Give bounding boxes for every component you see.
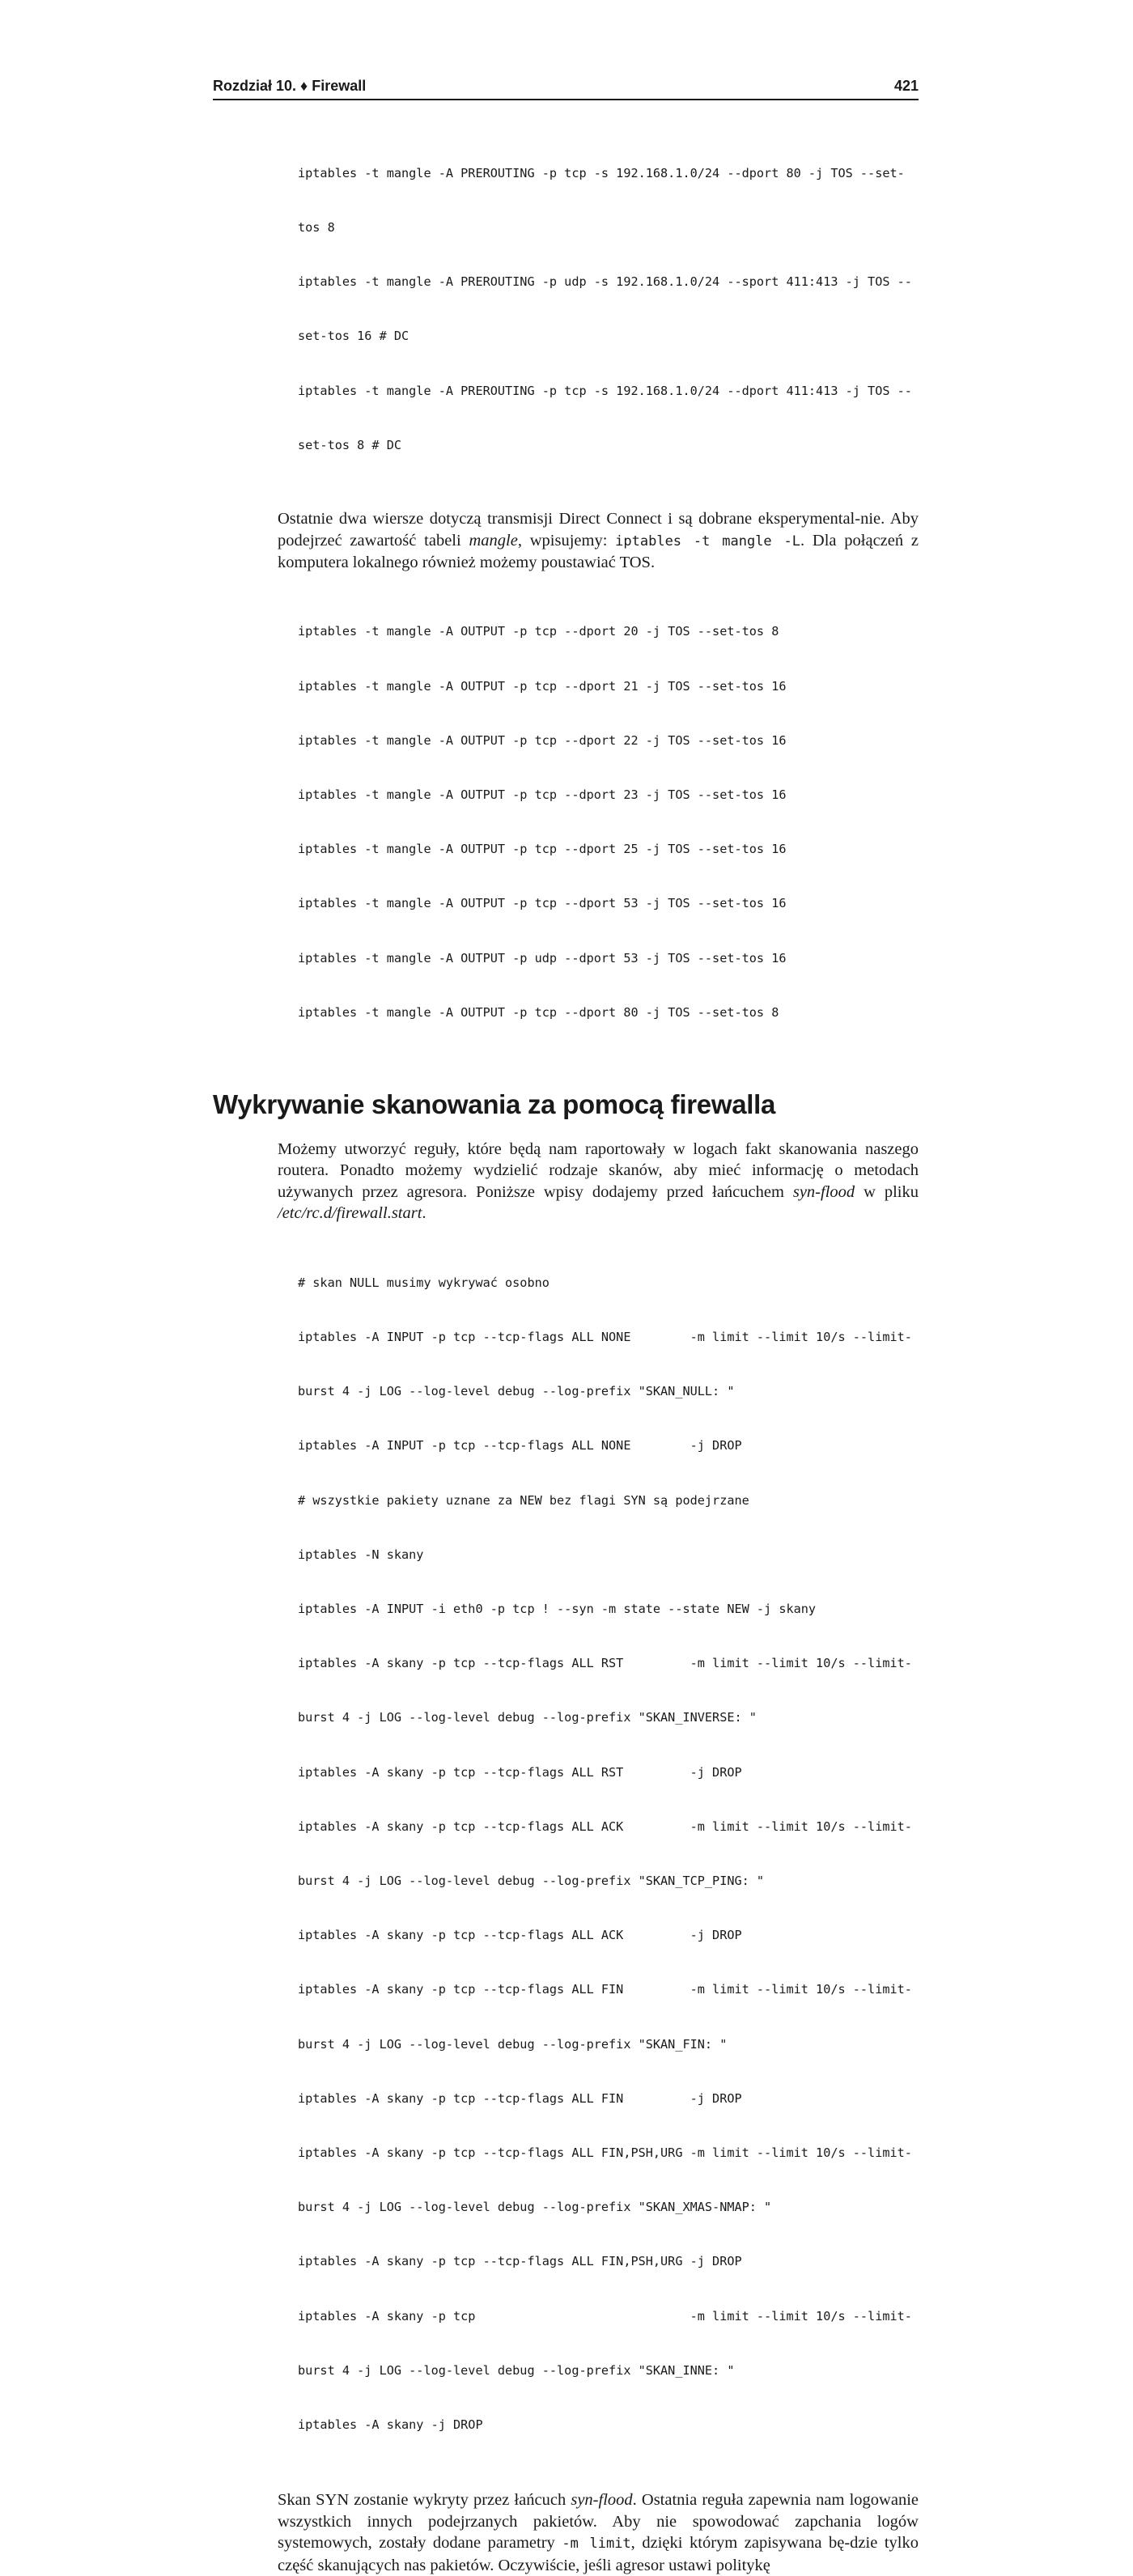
table-name-mangle: mangle [469,531,518,550]
code-line: iptables -A INPUT -i eth0 -p tcp ! --syn -m state --state NEW -j skany [298,1602,817,1616]
running-header [213,78,919,100]
code-line: iptables -A INPUT -p tcp --tcp-flags ALL NONE -m limit --limit 10/s --limit- [298,1329,912,1344]
code-line: iptables -A INPUT -p tcp --tcp-flags ALL NONE -j DROP [298,1438,742,1454]
paragraph-text: , wpisujemy: [517,531,616,550]
code-line: burst 4 -j LOG --log-level debug --log-prefix "SKAN_XMAS-NMAP: " [298,2200,772,2215]
paragraph-text: . [422,1204,426,1223]
code-line: iptables -t mangle -A OUTPUT -p tcp --dport 25 -j TOS --set-tos 16 [298,842,787,857]
inline-command: iptables -t mangle -L [615,533,801,550]
chain-name-syn-flood: syn-flood [571,2491,633,2510]
code-line: iptables -t mangle -A OUTPUT -p tcp --dport 23 -j TOS --set-tos 16 [298,787,787,802]
paragraph-direct-connect [278,508,919,574]
page-number: 421 [893,78,919,94]
code-line: iptables -t mangle -A OUTPUT -p tcp --dport 80 -j TOS --set-tos 8 [298,1004,779,1020]
code-line: burst 4 -j LOG --log-level debug --log-prefix "SKAN_FIN: " [298,2036,728,2052]
code-line: iptables -t mangle -A PREROUTING -p udp -s 192.168.1.0/24 --sport 411:413 -j TOS -- [298,274,912,290]
code-line: burst 4 -j LOG --log-level debug --log-prefix "SKAN_TCP_PING: " [298,1874,765,1889]
paragraph-text: Ostatnie dwa wiersze dotyczą transmisji Direct Connect i są dobrane eksperymental-nie. Aby podejrzeć zawartość tabeli [278,510,919,550]
section-heading: Wykrywanie skanowania za pomocą firewalla [213,1089,776,1119]
code-block-tos-prerouting [298,128,919,490]
code-block-tos-output [298,587,919,1058]
paragraph-syn-scan [278,2489,919,2576]
code-line: iptables -t mangle -A OUTPUT -p tcp --dport 53 -j TOS --set-tos 16 [298,896,787,911]
paragraph-text: . Dla połączeń z komputera lokalnego również możemy poustawiać TOS. [278,531,919,572]
book-page [213,78,919,2576]
code-line: burst 4 -j LOG --log-level debug --log-prefix "SKAN_NULL: " [298,1384,735,1399]
code-line: set-tos 8 # DC [298,437,402,452]
code-line: set-tos 16 # DC [298,329,409,344]
code-line: iptables -A skany -p tcp --tcp-flags ALL FIN -j DROP [298,2090,742,2106]
code-line: # skan NULL musimy wykrywać osobno [298,1275,550,1290]
code-line: # wszystkie pakiety uznane za NEW bez flagi SYN są podejrzane [298,1492,749,1508]
inline-parameter: -m limit [562,2536,631,2553]
paragraph-text: , dzięki którym zapisywana bę-dzie tylko część skanujących nas pakietów. Oczywiście, jeśli agresor ustawi politykę [278,2534,919,2574]
paragraph-text: Skan SYN zostanie wykryty przez łańcuch [278,2491,571,2510]
chain-name-syn-flood: syn-flood [792,1182,855,1201]
code-line: iptables -A skany -p tcp --tcp-flags ALL FIN,PSH,URG -j DROP [298,2254,742,2269]
code-line: iptables -A skany -p tcp --tcp-flags ALL RST -m limit --limit 10/s --limit- [298,1656,912,1671]
code-line: iptables -A skany -j DROP [298,2417,483,2433]
code-line: iptables -t mangle -A OUTPUT -p tcp --dport 20 -j TOS --set-tos 8 [298,624,779,639]
code-line: burst 4 -j LOG --log-level debug --log-prefix "SKAN_INVERSE: " [298,1710,757,1725]
code-block-scan-detection [298,1237,919,2470]
paragraph-text: w pliku [855,1182,919,1201]
code-line: iptables -t mangle -A OUTPUT -p tcp --dport 21 -j TOS --set-tos 16 [298,678,787,694]
code-line: iptables -t mangle -A OUTPUT -p tcp --dport 22 -j TOS --set-tos 16 [298,732,787,748]
code-line: burst 4 -j LOG --log-level debug --log-prefix "SKAN_INNE: " [298,2362,735,2378]
running-title: Rozdział 10. ♦ Firewall [213,78,367,94]
code-line: iptables -t mangle -A OUTPUT -p udp --dport 53 -j TOS --set-tos 16 [298,950,787,965]
code-line: iptables -A skany -p tcp --tcp-flags ALL ACK -j DROP [298,1928,742,1943]
code-line: tos 8 [298,220,335,236]
code-line: iptables -N skany [298,1547,424,1562]
code-line: iptables -t mangle -A PREROUTING -p tcp -s 192.168.1.0/24 --dport 411:413 -j TOS -- [298,383,912,398]
paragraph-scan-rules [278,1139,919,1224]
code-line: iptables -A skany -p tcp --tcp-flags ALL FIN,PSH,URG -m limit --limit 10/s --limit- [298,2145,912,2161]
code-line: iptables -t mangle -A PREROUTING -p tcp -s 192.168.1.0/24 --dport 80 -j TOS --set- [298,165,905,180]
code-line: iptables -A skany -p tcp --tcp-flags ALL RST -j DROP [298,1764,742,1780]
code-line: iptables -A skany -p tcp --tcp-flags ALL ACK -m limit --limit 10/s --limit- [298,1818,912,1834]
code-line: iptables -A skany -p tcp --tcp-flags ALL FIN -m limit --limit 10/s --limit- [298,1982,912,1997]
code-line: iptables -A skany -p tcp -m limit --limit 10/s --limit- [298,2308,912,2323]
paragraph-text: . Ostatnia reguła zapewnia nam logowanie wszystkich innych podejrzanych pakietów. Aby nie spowodować zapchania logów systemowych, zostały dodane parametry [278,2491,919,2553]
file-path: /etc/rc.d/firewall.start [278,1204,422,1223]
paragraph-text: Możemy utworzyć reguły, które będą nam raportowały w logach fakt skanowania naszego routera. Ponadto możemy wydzielić rodzaje skanów, aby mieć informację o metodach używanych przez agresora. Poniższe wpisy dodajemy przed łańcuchem [278,1139,919,1201]
